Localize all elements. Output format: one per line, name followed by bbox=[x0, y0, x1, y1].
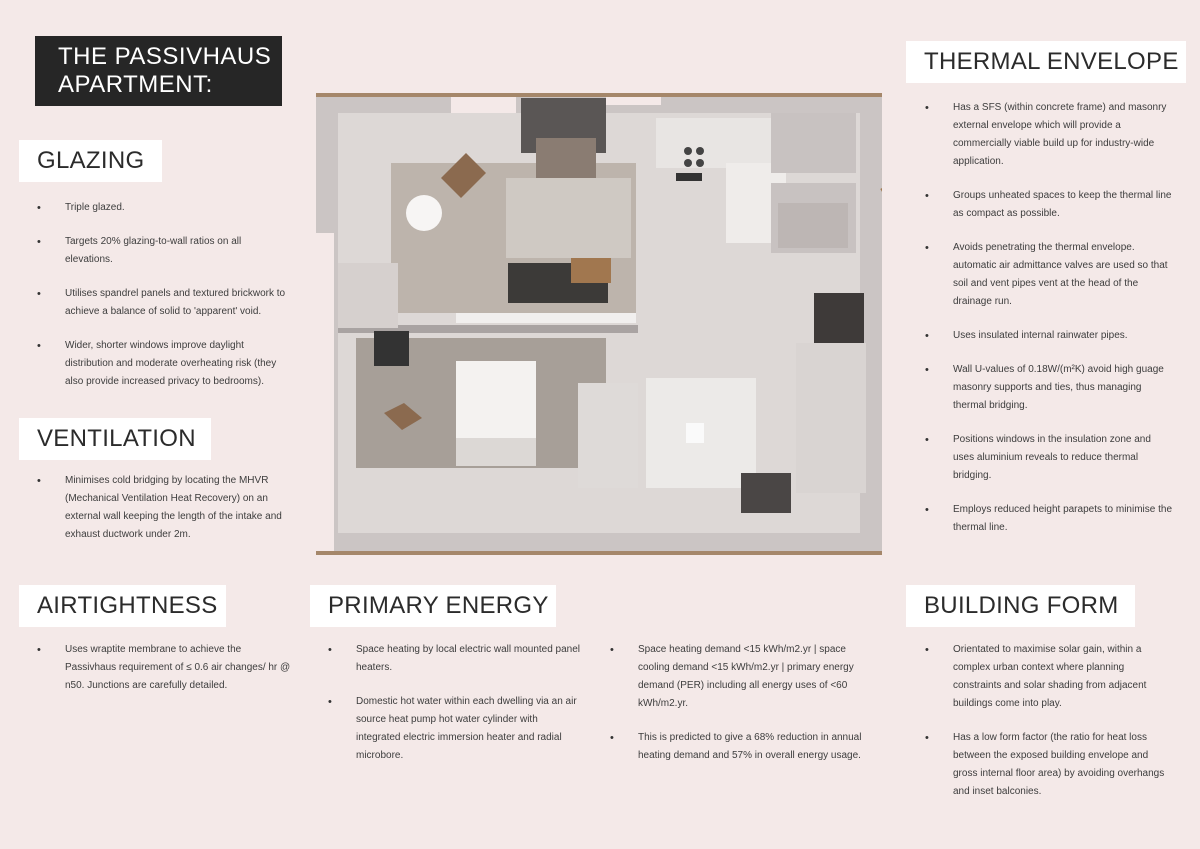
primary-energy-heading: PRIMARY ENERGY bbox=[310, 585, 556, 627]
list-item: • Groups unheated spaces to keep the thermal line as compact as possible. bbox=[923, 187, 1173, 223]
list-item: • Orientated to maximise solar gain, within a complex urban context where planning constraints and solar shading from adjacent buildings come into play. bbox=[923, 641, 1173, 713]
building-form-heading: BUILDING FORM bbox=[906, 585, 1135, 627]
list-item: • Utilises spandrel panels and textured brickwork to achieve a balance of solid to 'apparent' void. bbox=[35, 285, 291, 321]
list-item: • Has a SFS (within concrete frame) and masonry external envelope which will provide a commercially viable build up for industry-wide application. bbox=[923, 99, 1173, 171]
list-item: • Wall U-values of 0.18W/(m²K) avoid high guage masonry supports and ties, thus managing thermal bridging. bbox=[923, 361, 1173, 415]
list-item: • Space heating by local electric wall mounted panel heaters. bbox=[326, 641, 582, 677]
list-item: • Space heating demand <15 kWh/m2.yr | space cooling demand <15 kWh/m2.yr | primary energy demand (PER) including all energy uses of <60 kWh/m2.yr. bbox=[608, 641, 864, 713]
building-form-list bbox=[923, 641, 1173, 817]
ventilation-heading: VENTILATION bbox=[19, 418, 211, 460]
airtightness-heading: AIRTIGHTNESS bbox=[19, 585, 226, 627]
apartment-floor-plan-image bbox=[316, 93, 882, 555]
list-item: • Wider, shorter windows improve daylight distribution and moderate overheating risk (they also provide increased privacy to bedrooms). bbox=[35, 337, 291, 391]
page-title-line2: APARTMENT: bbox=[58, 71, 213, 98]
page-title bbox=[35, 36, 282, 106]
primary-energy-list-col1 bbox=[326, 641, 582, 781]
list-item: • Minimises cold bridging by locating the MHVR (Mechanical Ventilation Heat Recovery) on an external wall keeping the length of the intake and exhaust ductwork under 2m. bbox=[35, 472, 291, 544]
page-title-line1: THE PASSIVHAUS bbox=[58, 43, 272, 70]
thermal-envelope-list bbox=[923, 99, 1173, 553]
list-item: • Has a low form factor (the ratio for heat loss between the exposed building envelope and gross internal floor area) by avoiding overhangs and inset balconies. bbox=[923, 729, 1173, 801]
list-item: • Domestic hot water within each dwelling via an air source heat pump hot water cylinder with integrated electric immersion heater and radial microbore. bbox=[326, 693, 582, 765]
list-item: • Uses wraptite membrane to achieve the Passivhaus requirement of ≤ 0.6 air changes/ hr @ n50. Junctions are carefully detailed. bbox=[35, 641, 291, 695]
list-item: • Employs reduced height parapets to minimise the thermal line. bbox=[923, 501, 1173, 537]
list-item: • Positions windows in the insulation zone and uses aluminium reveals to reduce thermal bridging. bbox=[923, 431, 1173, 485]
list-item: • Targets 20% glazing-to-wall ratios on all elevations. bbox=[35, 233, 291, 269]
glazing-heading: GLAZING bbox=[19, 140, 162, 182]
ventilation-list bbox=[35, 472, 291, 560]
glazing-list bbox=[35, 199, 291, 407]
list-item: • Avoids penetrating the thermal envelope. automatic air admittance valves are used so that soil and vent pipes vent at the head of the drainage run. bbox=[923, 239, 1173, 311]
thermal-envelope-heading: THERMAL ENVELOPE bbox=[906, 41, 1186, 83]
primary-energy-list-col2 bbox=[608, 641, 864, 781]
list-item: • Triple glazed. bbox=[35, 199, 291, 217]
list-item: • Uses insulated internal rainwater pipes. bbox=[923, 327, 1173, 345]
airtightness-list bbox=[35, 641, 291, 711]
list-item: • This is predicted to give a 68% reduction in annual heating demand and 57% in overall energy usage. bbox=[608, 729, 864, 765]
